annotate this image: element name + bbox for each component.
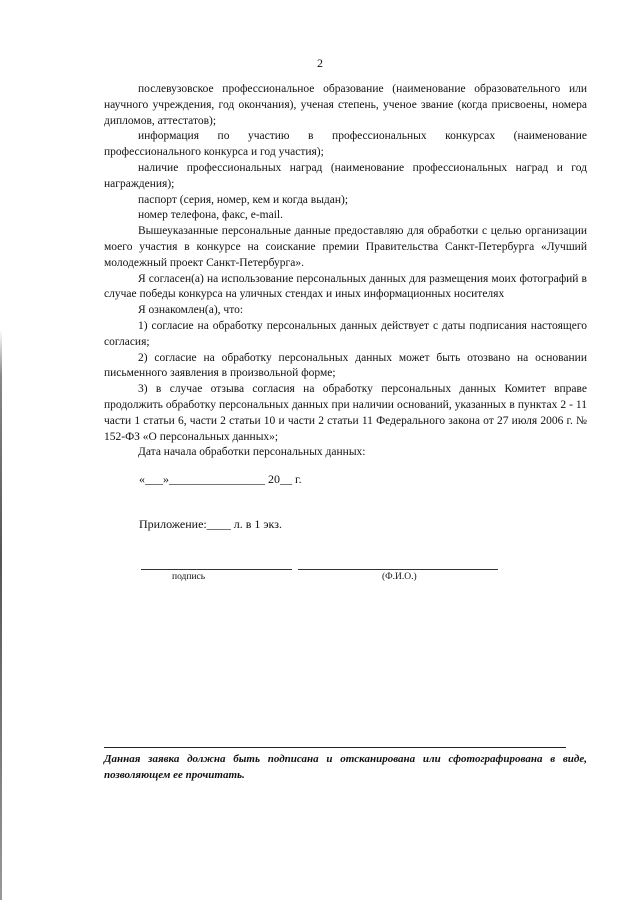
document-body	[104, 82, 587, 461]
attachment-line: Приложение:____ л. в 1 экз.	[139, 517, 282, 531]
paragraph-postgraduate-education: послевузовское профессиональное образование (наименование образовательного или научного учреждения, год окончания), ученая степень, ученое звание (когда присвоены, номера дипломов, аттестатов);	[104, 83, 587, 127]
date-field: «___»________________ 20__ г.	[139, 472, 302, 486]
paragraph-acknowledged: Я ознакомлен(а), что:	[138, 304, 244, 317]
signature-line	[141, 569, 292, 570]
full-name-label: (Ф.И.О.)	[382, 572, 417, 582]
paragraph-awards: наличие профессиональных наград (наименование профессиональных наград и год награждения);	[104, 161, 587, 190]
paragraph-item-2: 2) согласие на обработку персональных данных может быть отозвано на основании письменного заявления в произвольной форме;	[104, 351, 587, 380]
paragraph-photo-consent: Я согласен(а) на использование персональных данных для размещения моих фотографий в случае победы конкурса на уличных стендах и иных информационных носителях	[104, 272, 587, 301]
page-number: 2	[317, 56, 323, 70]
paragraph-start-date: Дата начала обработки персональных данных:	[138, 446, 366, 459]
paragraph-item-1: 1) согласие на обработку персональных данных действует с даты подписания настоящего согласия;	[104, 319, 587, 348]
footer-divider	[104, 747, 566, 748]
paragraph-competitions: информация по участию в профессиональных конкурсах (наименование профессионального конкурса и год участия);	[104, 130, 587, 159]
full-name-line	[298, 569, 498, 570]
paragraph-passport: паспорт (серия, номер, кем и когда выдан);	[138, 193, 349, 206]
footer-note: Данная заявка должна быть подписана и отсканирована или сфотографирована в виде, позволяющем ее прочитать.	[104, 753, 587, 781]
paragraph-item-3: 3) в случае отзыва согласия на обработку персональных данных Комитет вправе продолжить обработку персональных данных при наличии оснований, указанных в пунктах 2 - 11 части 1 статьи 6, части 2 статьи 10 и части 2 статьи 11 Федерального закона от 27 июля 2006 г. № 152-ФЗ «О персональных данных»;	[104, 383, 587, 443]
signature-label: подпись	[172, 572, 206, 582]
scan-edge-shadow	[0, 330, 2, 900]
paragraph-purpose: Вышеуказанные персональные данные предоставляю для обработки с целью организации моего участия в конкурсе на соискание премии Правительства Санкт-Петербурга «Лучший молодежный проект Санкт-Петербурга».	[104, 225, 587, 269]
paragraph-contacts: номер телефона, факс, e-mail.	[138, 209, 283, 222]
